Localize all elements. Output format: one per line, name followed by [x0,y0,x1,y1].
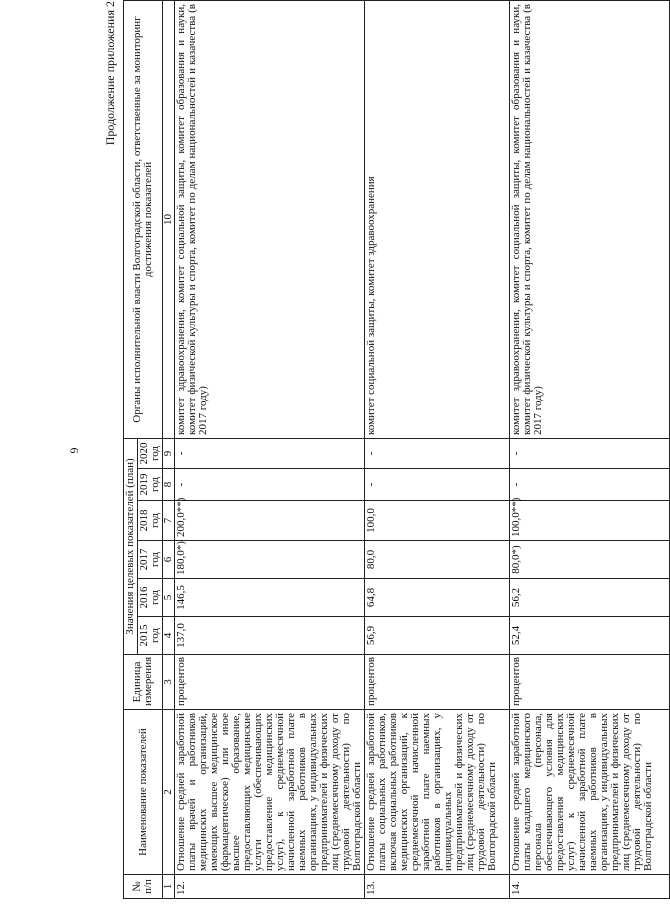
indicator-name: Отношение средней заработной платы врачей и работников медицинских организаций, имеющих высшее медицинское (фармацевтическое) или иное высшее образование, предоставляющих медицинские услуги (обеспечивающих предоставление медицинских услуг), к среднемесячной начисленной заработной плате наемных работников в организациях, у индивидуальных предпринимателей и физических лиц (среднемесячному доходу от трудовой деятельности) по Волгоградской области [175,710,365,875]
table-row [365,1,510,899]
col-number: 6 [163,541,175,579]
col-values-group-header: Значения целевых показателей (план) [124,439,138,655]
unit-cell: процентов [510,655,670,710]
unit-cell: процентов [175,655,365,710]
indicator-name: Отношение средней заработной платы младшего медицинского персонала (персонала, обеспечивающего условия для предоставления медицинских услуг) к среднемесячной начисленной заработной плате наемных работников в организациях, у индивидуальных предпринимателей и физических лиц (среднемесячному доходу от трудовой деятельности) по Волгоградской области [510,710,670,875]
authority-cell: комитет здравоохранения, комитет социальной защиты, комитет образования и науки, комитет физической культуры и спорта, комитет по делам национальностей и казачества (в 2017 году) [175,1,365,439]
value-2018: 200,0**) [175,501,365,541]
col-number: 3 [163,655,175,710]
col-2019-header: 2019 год [138,469,163,501]
row-no: 12. [175,875,365,899]
table-row [510,1,670,899]
value-2017: 80,0*) [510,541,670,579]
col-2015-header: 2015 год [138,617,163,655]
column-number-row [163,1,175,899]
value-2017: 80,0 [365,541,510,579]
value-2020: - [510,439,670,469]
header-row-1 [124,1,138,899]
col-no-header: № п/п [124,875,163,899]
col-name-header: Наименование показателей [124,710,163,875]
value-2019: - [365,469,510,501]
value-2015: 52,4 [510,617,670,655]
authority-cell: комитет здравоохранения, комитет социальной защиты, комитет образования и науки, комитет физической культуры и спорта, комитет по делам национальностей и казачества (в 2017 году) [510,1,670,439]
col-number: 7 [163,501,175,541]
table-row [175,1,365,899]
col-number: 4 [163,617,175,655]
value-2020: - [175,439,365,469]
value-2015: 137,0 [175,617,365,655]
indicator-name: Отношение средней заработной платы социальных работников, включая социальных работников медицинских организаций, к среднемесячной начисленной заработной плате наемных работников в организациях, у индивидуальных предпринимателей и физических лиц (среднемесячному доходу от трудовой деятельности) по Волгоградской области [365,710,510,875]
page-number: 6 [67,447,82,454]
unit-cell: процентов [365,655,510,710]
row-no: 13. [365,875,510,899]
authority-cell: комитет социальной защиты, комитет здравоохранения [365,1,510,439]
value-2020: - [365,439,510,469]
indicators-table [123,0,670,899]
value-2019: - [175,469,365,501]
row-no: 14. [510,875,670,899]
col-2016-header: 2016 год [138,579,163,617]
col-2018-header: 2018 год [138,501,163,541]
col-2017-header: 2017 год [138,541,163,579]
value-2018: 100,0**) [510,501,670,541]
col-unit-header: Единица измерения [124,655,163,710]
col-number: 9 [163,439,175,469]
value-2017: 180,0*) [175,541,365,579]
col-number: 1 [163,875,175,899]
value-2019: - [510,469,670,501]
col-number: 5 [163,579,175,617]
continuation-note: Продолжение приложения 2 [103,1,117,146]
rotated-page-content [103,0,654,899]
col-2020-header: 2020 год [138,439,163,469]
col-number: 8 [163,469,175,501]
col-number: 2 [163,710,175,875]
value-2015: 56,9 [365,617,510,655]
value-2018: 100,0 [365,501,510,541]
value-2016: 64,8 [365,579,510,617]
col-number: 10 [163,1,175,439]
col-authority-header: Органы исполнительной власти Волгоградской области, ответственные за мониторинг достижения показателей [124,1,163,439]
value-2016: 146,5 [175,579,365,617]
value-2016: 56,2 [510,579,670,617]
